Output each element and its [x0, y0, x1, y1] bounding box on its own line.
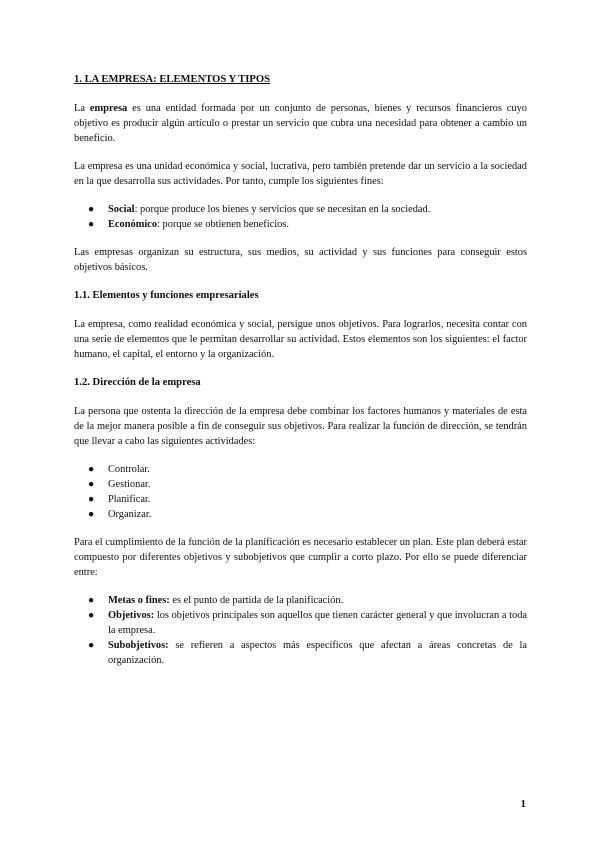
- bullet-icon: ●: [88, 204, 95, 215]
- section-title: 1. LA EMPRESA: ELEMENTOS Y TIPOS: [74, 74, 271, 85]
- document-page: [74, 72, 527, 681]
- subsection-title-1-1: 1.1. Elementos y funciones empresariales: [74, 290, 259, 301]
- text: Gestionar.: [108, 479, 151, 490]
- list-item: [74, 492, 527, 507]
- paragraph-elementos: La empresa, como realidad económica y social, persigue unos objetivos. Para lograrlos, necesita contar con una serie de elementos que le permitan desarrollar su actividad. Estos elementos son los siguientes: el factor humano, el capital, el entorno y la organización.: [74, 319, 527, 360]
- bullet-icon: ●: [88, 640, 95, 651]
- list-item: [74, 217, 527, 232]
- text: Controlar.: [108, 464, 150, 475]
- text: se refieren a aspectos más específicos que afectan a áreas concretas de la organización.: [108, 640, 527, 666]
- paragraph-fines-intro: La empresa es una unidad económica y social, lucrativa, pero también pretende dar un servicio a la sociedad en la que desarrolla sus actividades. Por tanto, cumple los siguientes fines:: [74, 161, 527, 187]
- page-number: 1: [520, 798, 526, 810]
- bold-term: Objetivos:: [108, 610, 155, 621]
- list-item: [74, 462, 527, 477]
- bold-term: Económico: [108, 219, 158, 230]
- list-actividades: [74, 462, 527, 522]
- bullet-icon: ●: [88, 509, 95, 520]
- subsection-title-1-2: 1.2. Dirección de la empresa: [74, 377, 201, 388]
- bold-term: Subobjetivos:: [108, 640, 169, 651]
- bullet-icon: ●: [88, 464, 95, 475]
- list-plan: [74, 593, 527, 668]
- text: es el punto de partida de la planificación.: [169, 595, 344, 606]
- text: los objetivos principales son aquellos que tienen carácter general y que involucran a toda la empresa.: [108, 610, 527, 636]
- list-item: [74, 593, 527, 608]
- bullet-icon: ●: [88, 479, 95, 490]
- bold-term: Social: [108, 204, 135, 215]
- list-item: [74, 477, 527, 492]
- bullet-icon: ●: [88, 219, 95, 230]
- text: : porque produce los bienes y servicios que se necesitan en la sociedad.: [134, 204, 431, 215]
- text: Planificar.: [108, 494, 151, 505]
- bullet-icon: ●: [88, 595, 95, 606]
- bold-term: Metas o fines:: [108, 595, 170, 606]
- text: : porque se obtienen beneficios.: [157, 219, 289, 230]
- list-item: [74, 608, 527, 638]
- paragraph-direccion: La persona que ostenta la dirección de la empresa debe combinar los factores humanos y materiales de esta de la mejor manera posible a fin de conseguir sus objetivos. Para realizar la función de dirección, se tendrán que llevar a cabo las siguientes actividades:: [74, 406, 527, 447]
- text: es una entidad formada por un conjunto de personas, bienes y recursos financieros cuyo objetivo es producir algún artículo o prestar un servicio que cubra una necesidad para obtener a cambio un beneficio.: [74, 103, 528, 144]
- list-item: [74, 638, 527, 668]
- text: Organizar.: [108, 509, 152, 520]
- list-fines: [74, 202, 527, 232]
- paragraph-organizacion: Las empresas organizan su estructura, sus medios, su actividad y sus funciones para conseguir estos objetivos básicos.: [74, 247, 527, 273]
- paragraph-planificacion: Para el cumplimiento de la función de la planificación es necesario establecer un plan. Este plan deberá estar compuesto por diferentes objetivos y subobjetivos que cumplir a corto plazo. Por ello se puede diferenciar entre:: [74, 537, 527, 578]
- bold-term: empresa: [89, 103, 128, 114]
- text: La: [74, 103, 90, 114]
- list-item: [74, 507, 527, 522]
- bullet-icon: ●: [88, 494, 95, 505]
- list-item: [74, 202, 527, 217]
- bullet-icon: ●: [88, 610, 95, 621]
- paragraph-definition: [74, 101, 527, 146]
